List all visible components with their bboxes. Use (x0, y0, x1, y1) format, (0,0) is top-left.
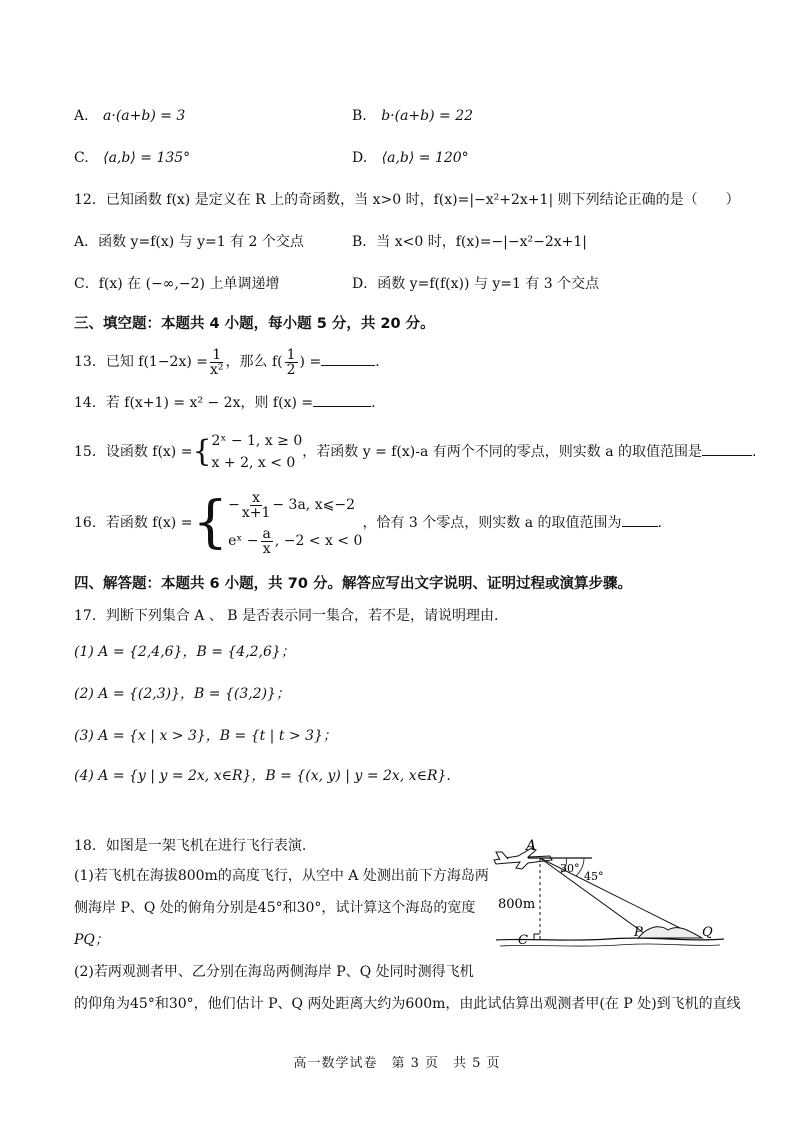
q17-item: (2) A = {(2,3)}，B = {(3,2)}； (74, 686, 290, 702)
fraction (210, 348, 224, 377)
label-a: A (526, 838, 537, 854)
fraction-numerator: a (262, 525, 271, 542)
fraction-numerator: 1 (212, 346, 222, 363)
option-a-q11 (74, 106, 185, 126)
q17-item: (3) A = {x | x > 3}，B = {t | t > 3}； (74, 728, 337, 744)
answer-blank[interactable] (313, 392, 371, 407)
case-lead: eˣ − (228, 533, 259, 549)
fraction-numerator: x (252, 489, 261, 506)
case-1 (228, 487, 362, 523)
case-2 (228, 523, 362, 559)
q18-line: 18．如图是一架飞机在进行飞行表演. (74, 838, 307, 854)
label-c: C (518, 933, 528, 948)
case-rest: , −2 < x < 0 (274, 533, 363, 549)
fraction (261, 527, 273, 556)
fraction-denominator: x+1 (241, 504, 271, 521)
period: . (371, 395, 376, 411)
q12-option-a: A．函数 y=f(x) 与 y=1 有 2 个交点 (74, 234, 304, 250)
q13-lead: 13．已知 f(1−2x) = (74, 354, 208, 370)
period: . (657, 515, 662, 531)
option-expr: a·(a+b) = 3 (103, 108, 186, 124)
q12-stem: 12．已知函数 f(x) 是定义在 R 上的奇函数，当 x>0 时，f(x)=|−x²+2x+1| 则下列结论正确的是（ ） (74, 192, 740, 208)
q16 (74, 486, 662, 560)
label-q: Q (702, 925, 713, 940)
case-2: x + 2, x < 0 (211, 455, 296, 471)
airplane-figure (488, 826, 728, 954)
fraction-denominator: x (262, 540, 271, 557)
period: . (375, 354, 380, 370)
height-label: 800m (498, 897, 536, 912)
island-shape (638, 927, 702, 938)
case-rest: − 3a, x⩽−2 (272, 497, 355, 513)
q18-line: (1)若飞机在海拔800m的高度飞行，从空中 A 处测出前下方海岛两 (74, 868, 489, 884)
q15-tail: ，若函数 y = f(x)-a 有两个不同的零点，则实数 a 的取值范围是 (302, 444, 703, 460)
q12-option-d: D．函数 y=f(f(x)) 与 y=1 有 3 个交点 (352, 276, 600, 292)
fraction-numerator: 1 (286, 346, 296, 363)
fraction-denominator: 2 (286, 361, 296, 378)
period: . (752, 444, 757, 460)
angle-label-30: 30° (560, 862, 580, 875)
q14 (74, 392, 376, 413)
q18-line: 侧海岸 P、Q 处的俯角分别是45°和30°，试计算这个海岛的宽度 (74, 900, 476, 916)
option-letter: B. (352, 108, 367, 124)
q13 (74, 347, 380, 377)
option-b-q11 (352, 106, 473, 126)
q13-tail: ) = (299, 354, 322, 370)
answer-blank[interactable] (702, 441, 752, 456)
option-expr: ⟨a,b⟩ = 120° (381, 150, 469, 166)
q17-item: (1) A = {2,4,6}，B = {4,2,6}； (74, 644, 295, 660)
option-d-q11 (352, 148, 469, 168)
fraction (242, 491, 271, 520)
q18-line: PQ； (74, 932, 109, 948)
left-brace: { (192, 490, 229, 555)
option-letter: D. (352, 150, 368, 166)
q16-lead: 16．若函数 f(x) = (74, 515, 193, 531)
option-letter: A. (74, 108, 89, 124)
option-expr: ⟨a,b⟩ = 135° (103, 150, 191, 166)
case-sign: − (228, 497, 240, 513)
q17-stem: 17．判断下列集合 A 、 B 是否表示同一集合，若不是，请说明理由. (74, 608, 499, 624)
fraction (285, 348, 298, 377)
option-letter: C. (74, 150, 89, 166)
angle-label-45: 45° (584, 870, 604, 883)
q15-lead: 15．设函数 f(x) = (74, 444, 193, 460)
q12-option-b: B．当 x<0 时，f(x)=−|−x²−2x+1| (352, 234, 588, 250)
option-expr: b·(a+b) = 22 (381, 108, 474, 124)
piecewise-cases (212, 430, 303, 474)
piecewise-cases (228, 487, 362, 559)
q18-line: 的仰角为45°和30°，他们估计 P、Q 两处距离大约为600m，由此试估算出观测者甲(在 P 处)到飞机的直线 (74, 996, 741, 1012)
q15 (74, 428, 756, 476)
fraction-denominator: x² (210, 361, 224, 378)
q16-tail: ，恰有 3 个零点，则实数 a 的取值范围为 (362, 515, 622, 531)
left-brace: { (192, 434, 212, 469)
case-1: 2ˣ − 1, x ≥ 0 (211, 433, 303, 449)
sea-wave (500, 944, 720, 946)
q12-option-c: C．f(x) 在 (−∞,−2) 上单调递增 (74, 276, 280, 292)
q13-mid: ，那么 f( (225, 354, 283, 370)
answer-blank[interactable] (622, 512, 658, 527)
section-heading-fill-in: 三、填空题：本题共 4 小题，每小题 5 分，共 20 分。 (74, 316, 435, 332)
option-c-q11 (74, 148, 190, 168)
q14-lead: 14．若 f(x+1) = x² − 2x，则 f(x) = (74, 395, 314, 411)
q17-item: (4) A = {y | y = 2x, x∈R}，B = {(x, y) | y = 2x, x∈R}. (74, 768, 451, 784)
label-p: P (634, 925, 643, 940)
section-heading-solutions: 四、解答题：本题共 6 小题，共 70 分。解答应写出文字说明、证明过程或演算步骤。 (74, 576, 632, 592)
q18-line: (2)若两观测者甲、乙分别在海岛两侧海岸 P、Q 处同时测得飞机 (74, 964, 474, 980)
answer-blank[interactable] (321, 351, 375, 366)
page-footer: 高一数学试卷 第 3 页 共 5 页 (293, 1056, 501, 1071)
